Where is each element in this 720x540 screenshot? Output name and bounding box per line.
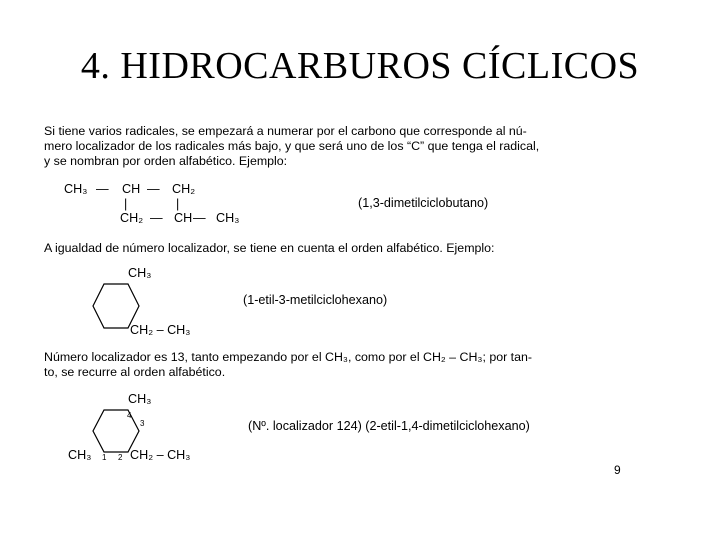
substituent-label: CH₃ <box>68 448 92 462</box>
formula-group: CH₂ <box>172 182 196 196</box>
bond-dash: — <box>193 211 206 225</box>
page-number: 9 <box>614 463 621 477</box>
paragraph-locant-note <box>44 350 532 380</box>
substituent-label: CH₃ <box>128 266 152 280</box>
paragraph-alphabetic <box>44 241 495 256</box>
substituent-label: CH₃ <box>128 392 152 406</box>
compound-name: (1-etil-3-metilciclohexano) <box>243 293 388 307</box>
paragraph-line: to, se recurre al orden alfabético. <box>44 365 226 379</box>
paragraph-intro <box>44 124 539 169</box>
formula-group: CH <box>122 182 141 196</box>
paragraph-line: y se nombran por orden alfabético. Ejemplo: <box>44 154 288 168</box>
formula-group: CH₃ <box>216 211 240 225</box>
formula-group: CH₃ <box>64 182 88 196</box>
bond-dash: — <box>150 211 163 225</box>
substituent-label: CH₂ – CH₃ <box>130 323 191 337</box>
paragraph-line: Si tiene varios radicales, se empezará a numerar por el carbono que corresponde al nú- <box>44 124 527 138</box>
paragraph-line: A igualdad de número localizador, se tiene en cuenta el orden alfabético. Ejemplo: <box>44 241 495 255</box>
substituent-label: CH₂ – CH₃ <box>130 448 191 462</box>
formula-group: CH₂ <box>120 211 144 225</box>
compound-name: (Nº. localizador 124) (2-etil-1,4-dimetilciclohexano) <box>248 419 530 433</box>
bond-dash: — <box>96 182 109 196</box>
bond-vertical: | <box>124 197 128 211</box>
paragraph-line: Número localizador es 13, tanto empezando por el CH₃, como por el CH₂ – CH₃; por tan- <box>44 350 533 364</box>
bond-vertical: | <box>176 197 180 211</box>
formula-group: CH <box>174 211 193 225</box>
bond-dash: — <box>147 182 160 196</box>
locant-number: 4 <box>127 411 132 420</box>
locant-number: 3 <box>140 419 145 428</box>
locant-number: 2 <box>118 453 123 462</box>
compound-name: (1,3-dimetilciclobutano) <box>358 196 489 210</box>
slide-title: 4. HIDROCARBUROS CÍCLICOS <box>80 45 640 87</box>
paragraph-line: mero localizador de los radicales más bajo, y que será uno de los “C” que tenga el radical, <box>44 139 540 153</box>
locant-number: 1 <box>102 453 107 462</box>
